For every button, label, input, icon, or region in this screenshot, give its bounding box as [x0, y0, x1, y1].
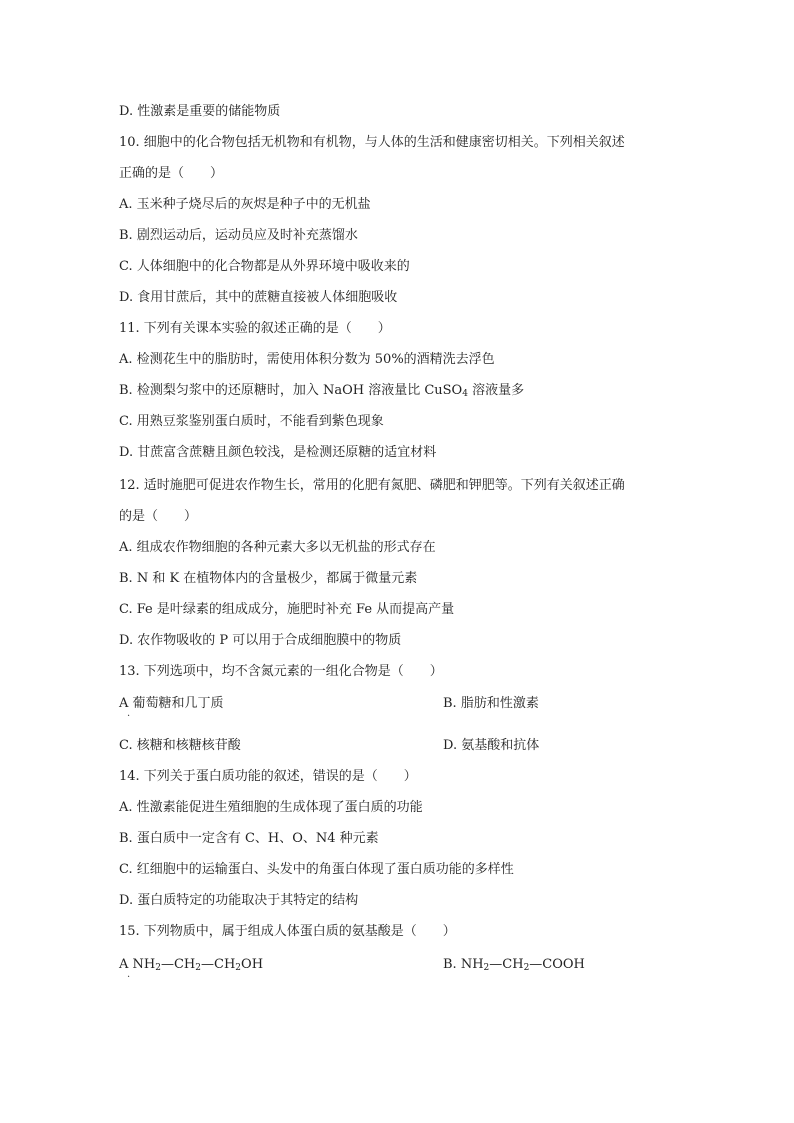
q14-option-b: B. 蛋白质中一定含有 C、H、O、N4 种元素 [119, 831, 379, 846]
formula-subscript: 2 [235, 963, 242, 973]
q13-stem: 13. 下列选项中，均不含氮元素的一组化合物是（ ） [119, 664, 443, 679]
q11-option-d: D. 甘蔗富含蔗糖且颜色较浅，是检测还原糖的适宜材料 [119, 445, 437, 460]
q11-option-b-text2: 溶液量多 [467, 383, 525, 398]
q9-option-d: D. 性激素是重要的储能物质 [119, 104, 281, 119]
q14-option-c: C. 红细胞中的运输蛋白、头发中的角蛋白体现了蛋白质功能的多样性 [119, 862, 514, 877]
q13-option-a: A 葡萄糖和几丁质 [119, 696, 224, 711]
q11-option-b-subscript: 4 [462, 389, 468, 399]
q12-option-b: B. N 和 K 在植物体内的含量极少，都属于微量元素 [119, 571, 418, 586]
q13-option-b: B. 脂肪和性激素 [443, 696, 539, 711]
q15-option-b [443, 956, 585, 974]
q13-option-d: D. 氨基酸和抗体 [443, 738, 540, 753]
q12-option-d: D. 农作物吸收的 P 可以用于合成细胞膜中的物质 [119, 633, 402, 648]
q13-option-c: C. 核糖和核糖核苷酸 [119, 738, 241, 753]
q10-option-a: A. 玉米种子烧尽后的灰烬是种子中的无机盐 [119, 197, 371, 212]
q12-option-a: A. 组成农作物细胞的各种元素大多以无机盐的形式存在 [119, 540, 436, 555]
q11-option-c: C. 用熟豆浆鉴别蛋白质时，不能看到紫色现象 [119, 414, 384, 429]
q10-option-b: B. 剧烈运动后，运动员应及时补充蒸馏水 [119, 228, 358, 243]
q12-stem-line1: 12. 适时施肥可促进农作物生长，常用的化肥有氮肥、磷肥和钾肥等。下列有关叙述正确 [119, 478, 625, 493]
formula-subscript: 2 [483, 963, 490, 973]
q14-option-a: A. 性激素能促进生殖细胞的生成体现了蛋白质的功能 [119, 800, 423, 815]
q10-option-d: D. 食用甘蔗后，其中的蔗糖直接被人体细胞吸收 [119, 290, 398, 305]
q15-option-a [119, 956, 263, 974]
q15-stem: 15. 下列物质中，属于组成人体蛋白质的氨基酸是（ ） [119, 924, 456, 939]
formula-subscript: 2 [155, 963, 161, 973]
q10-stem-line2: 正确的是（ ） [119, 166, 224, 181]
q11-stem: 11. 下列有关课本实验的叙述正确的是（ ） [119, 321, 391, 336]
formula-subscript: 2 [523, 963, 530, 973]
q14-stem: 14. 下列关于蛋白质功能的叙述，错误的是（ ） [119, 769, 417, 784]
dot-mark: · [127, 711, 131, 722]
q11-option-b-text1: B. 检测梨匀浆中的还原糖时，加入 NaOH 溶液量比 CuSO [119, 383, 463, 398]
formula-part: B. NH [443, 957, 484, 972]
q12-stem-line2: 的是（ ） [119, 509, 198, 524]
q11-option-a: A. 检测花生中的脂肪时，需使用体积分数为 50%的酒精洗去浮色 [119, 352, 495, 367]
formula-part: —CH [201, 957, 236, 972]
formula-part: —CH [489, 957, 524, 972]
dot-mark: · [127, 972, 131, 983]
formula-part: A NH [119, 957, 156, 972]
formula-part: —CH [160, 957, 196, 972]
formula-subscript: 2 [195, 963, 201, 973]
q10-stem-line1: 10. 细胞中的化合物包括无机物和有机物，与人体的生活和健康密切相关。下列相关叙述 [119, 135, 625, 150]
q10-option-c: C. 人体细胞中的化合物都是从外界环境中吸收来的 [119, 259, 410, 274]
q12-option-c: C. Fe 是叶绿素的组成成分，施肥时补充 Fe 从而提高产量 [119, 602, 455, 617]
formula-part: —COOH [529, 957, 585, 972]
q14-option-d: D. 蛋白质特定的功能取决于其特定的结构 [119, 893, 359, 908]
q11-option-b [119, 382, 524, 400]
formula-part: OH [241, 957, 264, 972]
